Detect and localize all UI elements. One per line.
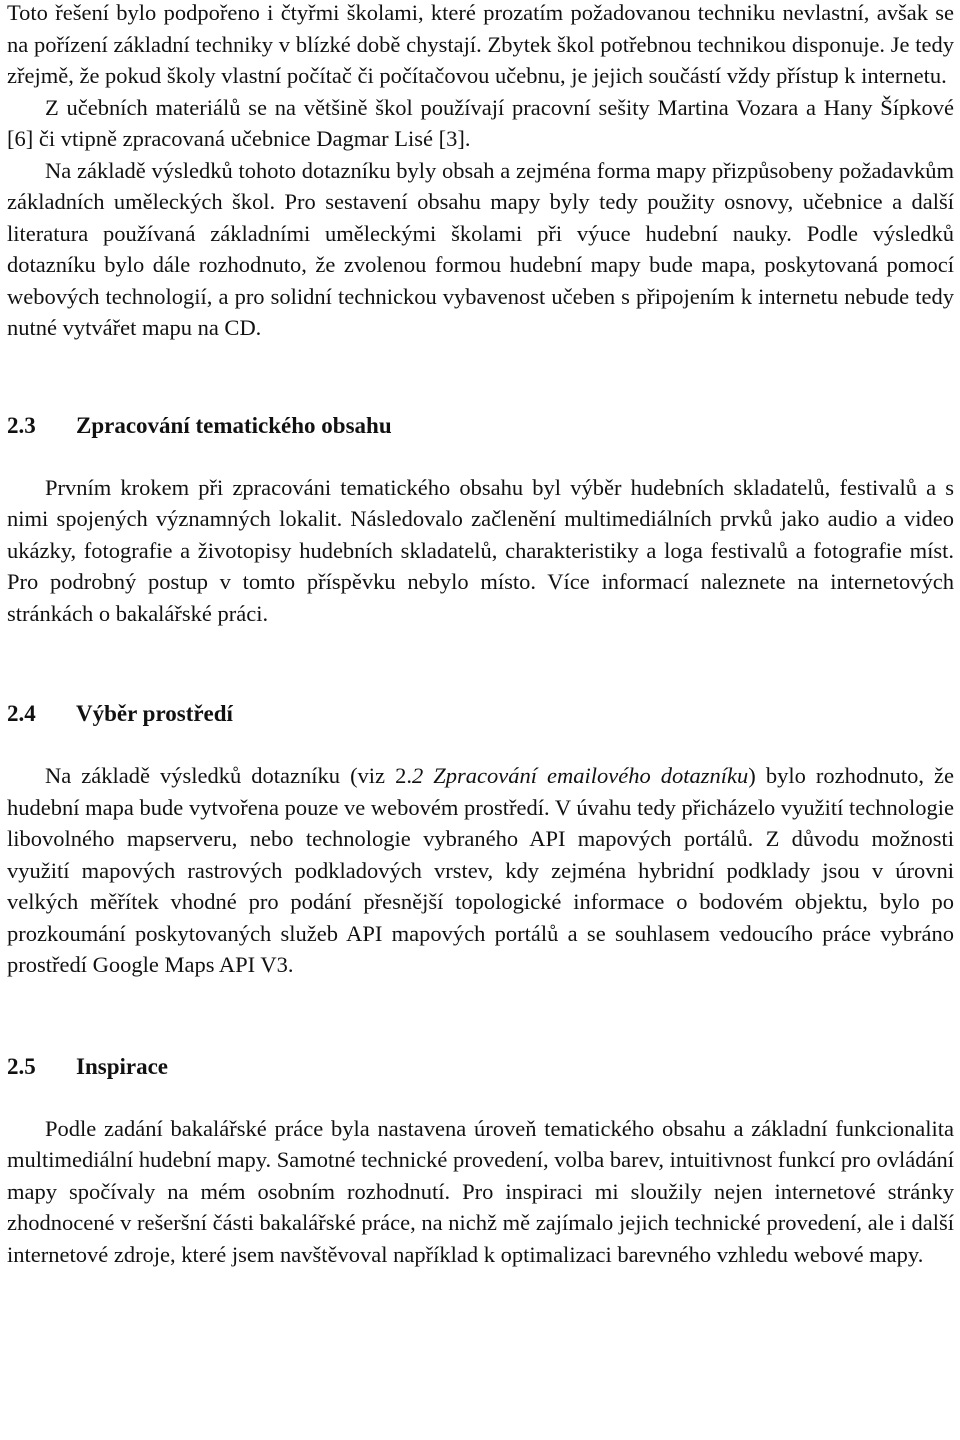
section-number: 2.3 <box>7 412 36 438</box>
section-heading-2-4 <box>7 698 954 730</box>
paragraph-inspiration: Podle zadání bakalářské práce byla nastavena úroveň tematického obsahu a základní funkcionalita multimediální hudební mapy. Samotné technické provedení, volba barev, intuitivnost funkcí pro ovládání mapy spočívaly na mém osobním rozhodnutí. Pro inspiraci mi sloužily nejen internetové stránky zhodnocené v rešeršní části bakalářské práce, na nichž mě zajímalo jejich technické provedení, ale i další internetové zdroje, které jsem navštěvoval například k optimalizaci barevného vzhledu webové mapy. <box>7 1115 954 1267</box>
section-title: Zpracování tematického obsahu <box>76 412 392 438</box>
text-before-reference: Na základě výsledků dotazníku (viz 2. <box>45 763 412 788</box>
section-reference: 2 Zpracování emailového dotazníku <box>411 763 749 788</box>
text-after-reference: ) bylo rozhodnuto, že hudební mapa bude vytvořena pouze ve webovém prostředí. V úvahu tedy přicházelo využití technologie libovolného mapserveru, nebo technologie vybraného API mapových portálů. Z důvodu možnosti využití mapových rastrových podkladových vrstev, kdy zejména hybridní podklady jsou v úrovni velkých měřítek vhodné pro podání přesnější topologické informace o bodovém objektu, bylo po prozkoumání poskytovaných služeb API mapových portálů a se souhlasem vedoucího práce vybráno prostředí Google Maps API V3. <box>7 763 954 977</box>
paragraph-questionnaire-results: Na základě výsledků tohoto dotazníku byly obsah a zejména forma mapy přizpůsobeny požadavkům základních uměleckých škol. Pro sestavení obsahu mapy byly tedy použity osnovy, učebnice a další literatura používaná základními uměleckými školami při výuce hudební nauky. Podle výsledků dotazníku bylo dále rozhodnuto, že zvolenou formou hudební mapy bude mapa, poskytovaná pomocí webových technologií, a pro solidní technickou vybavenost učeben s připojením k internetu nebude tedy nutné vytvářet mapu na CD. <box>7 157 954 340</box>
paragraph-thematic-content: Prvním krokem při zpracováni tematického obsahu byl výběr hudebních skladatelů, festivalů a s nimi spojených významných lokalit. Následovalo začlenění multimediálních prvků jako audio a video ukázky, fotografie a životopisy hudebních skladatelů, charakteristiky a loga festivalů a fotografie míst. Pro podrobný postup v tomto příspěvku nebylo místo. Více informací naleznete na internetových stránkách o bakalářské práci. <box>7 474 954 626</box>
section-number: 2.4 <box>7 701 36 726</box>
paragraph-schools-technology: Toto řešení bylo podpořeno i čtyřmi školami, které prozatím požadovanou techniku nevlastní, avšak se na pořízení základní techniky v blízké době chystají. Zbytek škol potřebnou technikou disponuje. Je tedy zřejmě, že pokud školy vlastní počítač či počítačovou učebnu, je jejich součástí vždy přístup k internetu. <box>7 0 954 88</box>
paragraph-environment-choice <box>7 760 954 981</box>
section-title: Výběr prostředí <box>76 701 233 726</box>
section-title: Inspirace <box>76 1053 168 1079</box>
section-heading-2-3 <box>7 410 954 442</box>
paragraph-teaching-materials: Z učebních materiálů se na většině škol používají pracovní sešity Martina Vozara a Hany Šípkové [6] či vtipně zpracovaná učebnice Dagmar Lisé [3]. <box>7 94 954 151</box>
section-number: 2.5 <box>7 1053 36 1079</box>
section-heading-2-5 <box>7 1051 954 1083</box>
